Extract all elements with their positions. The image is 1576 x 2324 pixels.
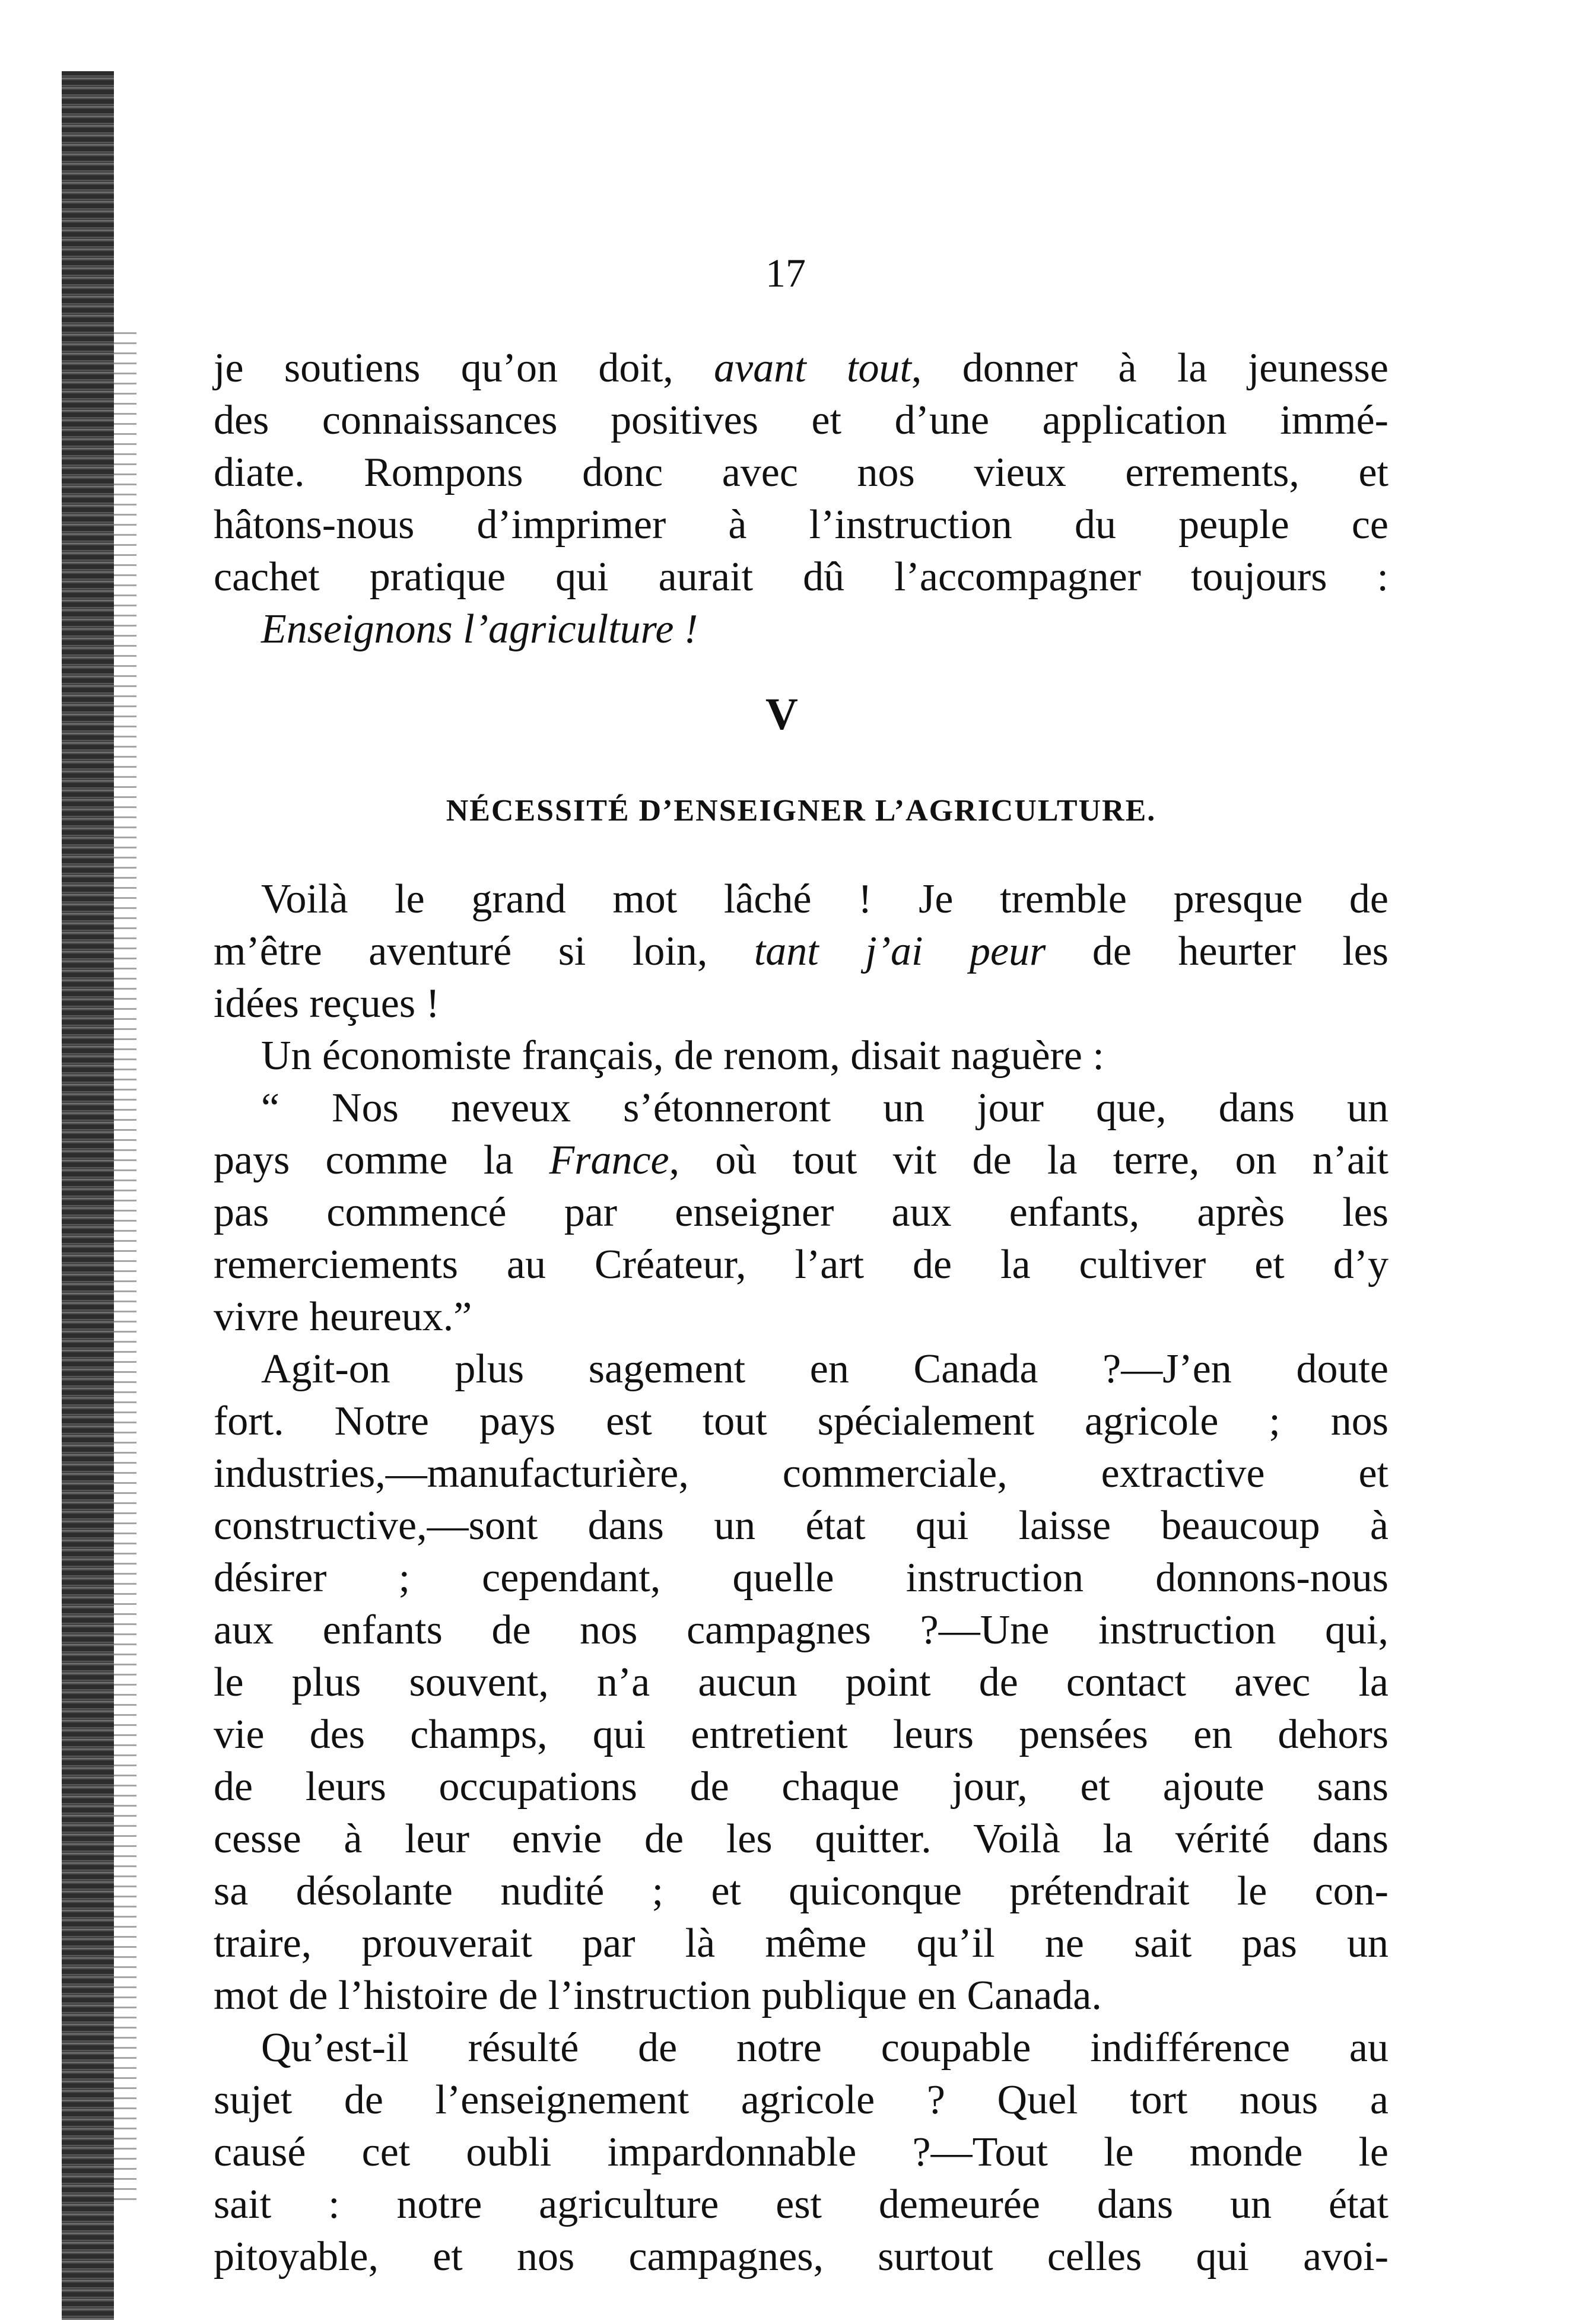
text-run: Un économiste français, de renom, disait naguère : <box>261 1033 1104 1079</box>
text-line <box>214 449 1388 497</box>
text-run: industries,—manufacturière, commerciale, extractive et <box>214 1451 1388 1496</box>
text-run: désirer ; cependant, quelle instruction donnons-nous <box>214 1555 1388 1601</box>
text-run: sujet de l’enseignement agricole ? Quel tort nous a <box>214 2077 1388 2123</box>
text-run: fort. Notre pays est tout spécialement agricole ; nos <box>214 1398 1388 1444</box>
text-run: pays comme la <box>214 1137 549 1183</box>
text-run: de heurter les <box>1046 929 1388 974</box>
text-run: je soutiens qu’on doit, <box>214 345 714 391</box>
text-run: Agit-on plus sagement en Canada ?—J’en doute <box>261 1346 1388 1392</box>
text-run: , où tout vit de la terre, on n’ait <box>669 1137 1388 1183</box>
text-run: pitoyable, et nos campagnes, surtout celles qui avoi- <box>214 2234 1388 2280</box>
text-line <box>214 1815 1388 1864</box>
text-line <box>214 1293 1388 1341</box>
text-line <box>214 980 1388 1028</box>
text-run: le plus souvent, n’a aucun point de contact avec la <box>214 1659 1388 1705</box>
text-run: remerciements au Créateur, l’art de la cultiver et d’y <box>214 1242 1388 1287</box>
text-line <box>214 1867 1388 1916</box>
text-line <box>214 1502 1388 1550</box>
italic-text: Enseignons l’agriculture ! <box>261 606 698 652</box>
text-line <box>214 2180 1388 2229</box>
italic-text: France <box>549 1137 669 1183</box>
text-line <box>214 1919 1388 1968</box>
text-run: , donner à la jeunesse <box>911 345 1388 391</box>
text-run: idées reçues ! <box>214 981 440 1026</box>
text-run: hâtons-nous d’imprimer à l’instruction du peuple ce <box>214 502 1388 548</box>
text-run: Voilà le grand mot lâché ! Je tremble presque de <box>261 876 1388 922</box>
text-run: cachet pratique qui aurait dû l’accompagner toujours : <box>214 554 1388 600</box>
text-run: Qu’est-il résulté de notre coupable indifférence au <box>261 2025 1388 2071</box>
text-run: aux enfants de nos campagnes ?—Une instruction qui, <box>214 1607 1388 1653</box>
binding-shadow <box>114 332 136 2201</box>
text-line <box>214 501 1388 549</box>
section-title: NÉCESSITÉ D’ENSEIGNER L’AGRICULTURE. <box>446 794 1156 828</box>
text-line <box>214 2233 1388 2281</box>
text-line <box>214 1606 1388 1655</box>
text-line <box>214 2128 1388 2177</box>
text-run: vivre heureux.” <box>214 1294 472 1340</box>
text-line <box>261 1345 1388 1394</box>
text-line <box>214 1188 1388 1237</box>
text-run: de leurs occupations de chaque jour, et ajoute sans <box>214 1764 1388 1810</box>
text-line <box>214 1972 1388 2020</box>
text-line <box>214 1711 1388 1759</box>
text-run: causé cet oubli impardonnable ?—Tout le monde le <box>214 2129 1388 2175</box>
page-number: 17 <box>765 250 806 295</box>
text-line <box>261 2024 1388 2072</box>
text-line <box>214 396 1388 445</box>
text-line <box>214 1449 1388 1498</box>
text-run: diate. Rompons donc avec nos vieux errements, et <box>214 450 1388 495</box>
book-binding-edge <box>62 71 114 2320</box>
text-line <box>214 1397 1388 1446</box>
text-run: constructive,—sont dans un état qui laisse beaucoup à <box>214 1503 1388 1549</box>
text-run: vie des champs, qui entretient leurs pensées en dehors <box>214 1712 1388 1757</box>
text-line <box>261 1032 1388 1080</box>
section-numeral: V <box>765 689 798 739</box>
text-run: des connaissances positives et d’une application immé- <box>214 398 1388 443</box>
text-line <box>214 2076 1388 2125</box>
italic-text: tant j’ai peur <box>754 929 1046 974</box>
text-run: cesse à leur envie de les quitter. Voilà la vérité dans <box>214 1816 1388 1862</box>
text-line <box>214 927 1388 976</box>
text-line <box>261 1084 1388 1133</box>
text-run: sait : notre agriculture est demeurée dans un état <box>214 2182 1388 2227</box>
text-line <box>214 1554 1388 1603</box>
text-line <box>214 553 1388 602</box>
text-line <box>214 1241 1388 1289</box>
text-line <box>261 605 1388 654</box>
text-line <box>214 1136 1388 1185</box>
text-run: mot de l’histoire de l’instruction publique en Canada. <box>214 1973 1102 2018</box>
text-run: traire, prouverait par là même qu’il ne sait pas un <box>214 1921 1388 1966</box>
text-run: m’être aventuré si loin, <box>214 929 754 974</box>
text-line <box>261 875 1388 924</box>
text-line <box>214 1763 1388 1811</box>
text-run: sa désolante nudité ; et quiconque prétendrait le con- <box>214 1868 1388 1914</box>
text-line <box>214 344 1388 393</box>
text-line <box>214 1658 1388 1707</box>
italic-text: avant tout <box>714 345 911 391</box>
text-run: “ Nos neveux s’étonneront un jour que, dans un <box>261 1085 1388 1131</box>
text-run: pas commencé par enseigner aux enfants, après les <box>214 1190 1388 1235</box>
